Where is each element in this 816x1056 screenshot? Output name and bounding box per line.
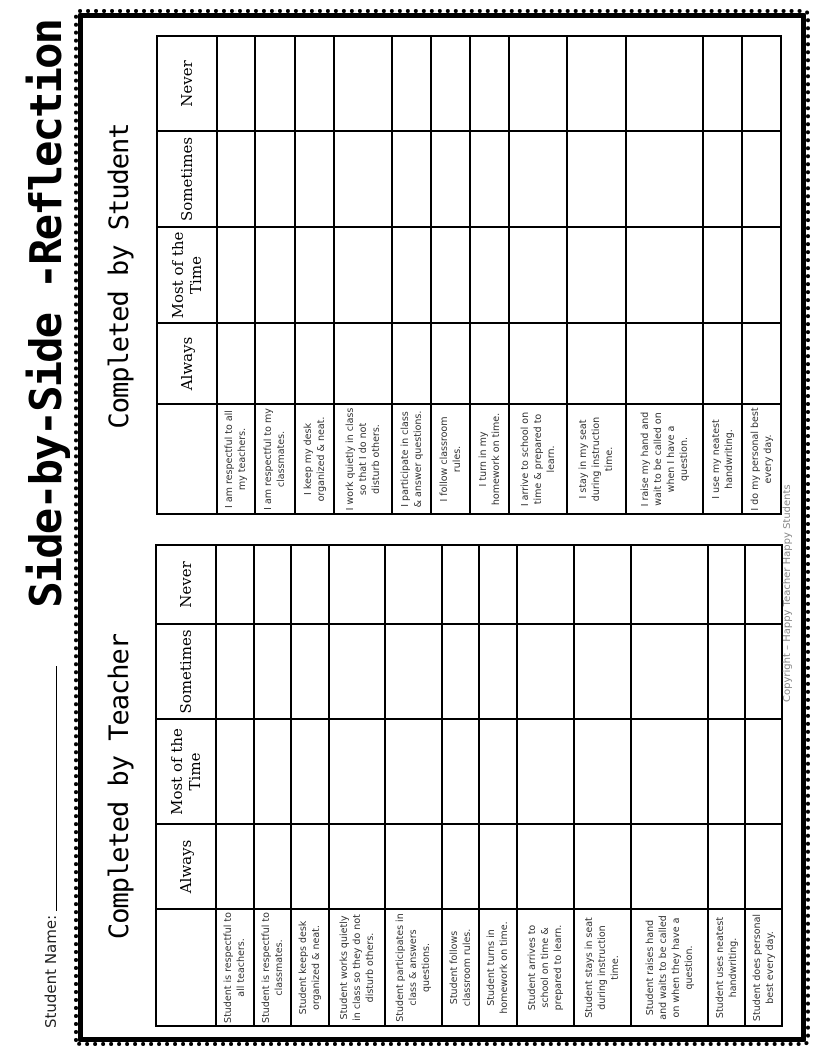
rating-cell[interactable] (626, 36, 703, 131)
behavior-label: Student stays in seat during instruction time. (574, 909, 631, 1026)
student-section-heading: Completed by Student (104, 123, 135, 429)
rating-cell[interactable] (745, 824, 782, 909)
rating-cell[interactable] (217, 36, 255, 131)
rating-cell[interactable] (479, 545, 517, 624)
rating-cell[interactable] (470, 36, 509, 131)
rating-cell[interactable] (385, 624, 442, 719)
table-row (517, 545, 574, 1026)
rating-cell[interactable] (216, 545, 254, 624)
rating-cell[interactable] (442, 719, 479, 824)
rating-cell[interactable] (574, 545, 631, 624)
header-row (157, 36, 217, 514)
rating-cell[interactable] (291, 545, 329, 624)
rating-cell[interactable] (509, 36, 567, 131)
rating-cell[interactable] (470, 323, 509, 404)
rating-cell[interactable] (442, 624, 479, 719)
rating-cell[interactable] (574, 824, 631, 909)
behavior-label: I stay in my seat during instruction time. (567, 404, 626, 514)
rating-cell[interactable] (742, 131, 781, 227)
rating-cell[interactable] (442, 545, 479, 624)
rating-cell[interactable] (385, 545, 442, 624)
table-row (567, 36, 626, 514)
behavior-label: Student does personal best every day. (745, 909, 782, 1026)
behavior-label: I follow classroom rules. (431, 404, 470, 514)
behavior-label: Student follows classroom rules. (442, 909, 479, 1026)
rating-cell[interactable] (385, 824, 442, 909)
rating-cell[interactable] (291, 719, 329, 824)
rating-cell[interactable] (255, 131, 295, 227)
behavior-label: I raise my hand and wait to be called on when I have a question. (626, 404, 703, 514)
rating-cell[interactable] (254, 624, 291, 719)
table-row (703, 36, 742, 514)
rating-cell[interactable] (745, 624, 782, 719)
behavior-label: I work quietly in class so that I do not disturb others. (334, 404, 392, 514)
rating-cell[interactable] (392, 36, 431, 131)
student-name-field[interactable] (20, 666, 60, 1028)
rating-cell[interactable] (431, 227, 470, 323)
table-row (254, 545, 291, 1026)
rating-cell[interactable] (392, 131, 431, 227)
header-blank-cell (157, 404, 217, 514)
rating-cell[interactable] (509, 131, 567, 227)
table-row (216, 545, 254, 1026)
rating-cell[interactable] (295, 36, 334, 131)
table-row (631, 545, 708, 1026)
student-name-blank[interactable] (36, 666, 57, 911)
table-row (334, 36, 392, 514)
header-blank-cell (156, 909, 216, 1026)
rating-cell[interactable] (509, 227, 567, 323)
behavior-label: I use my neatest handwriting. (703, 404, 742, 514)
rating-cell[interactable] (291, 824, 329, 909)
column-header: Always (156, 824, 216, 909)
behavior-label: I do my personal best every day. (742, 404, 781, 514)
rating-cell[interactable] (567, 36, 626, 131)
rating-cell[interactable] (509, 323, 567, 404)
table-row (708, 545, 745, 1026)
rating-cell[interactable] (254, 719, 291, 824)
rating-cell[interactable] (329, 719, 385, 824)
rating-cell[interactable] (334, 323, 392, 404)
rating-cell[interactable] (745, 719, 782, 824)
rating-cell[interactable] (329, 624, 385, 719)
rating-cell[interactable] (567, 131, 626, 227)
rating-cell[interactable] (216, 824, 254, 909)
behavior-label: I keep my desk organized & neat. (295, 404, 334, 514)
rating-cell[interactable] (334, 227, 392, 323)
table-row (217, 36, 255, 514)
rating-cell[interactable] (295, 227, 334, 323)
column-header: Most of the Time (157, 227, 217, 323)
rating-cell[interactable] (626, 227, 703, 323)
column-header: Sometimes (156, 624, 216, 719)
rating-cell[interactable] (631, 624, 708, 719)
rating-cell[interactable] (703, 323, 742, 404)
rating-cell[interactable] (254, 824, 291, 909)
behavior-label: Student is respectful to classmates. (254, 909, 291, 1026)
teacher-rating-table (155, 544, 783, 1027)
rating-cell[interactable] (431, 131, 470, 227)
rating-cell[interactable] (708, 545, 745, 624)
rating-cell[interactable] (567, 227, 626, 323)
behavior-label: Student raises hand and waits to be called on when they have a question. (631, 909, 708, 1026)
table-row (479, 545, 517, 1026)
rating-cell[interactable] (470, 131, 509, 227)
table-row (392, 36, 431, 514)
rating-cell[interactable] (334, 131, 392, 227)
column-header: Sometimes (157, 131, 217, 227)
table-row (626, 36, 703, 514)
rating-cell[interactable] (742, 323, 781, 404)
table-row (255, 36, 295, 514)
table-row (509, 36, 567, 514)
student-rating-table (156, 35, 782, 515)
table-row (442, 545, 479, 1026)
rating-cell[interactable] (517, 824, 574, 909)
rating-cell[interactable] (217, 131, 255, 227)
student-name-label: Student Name: (42, 914, 60, 1028)
rating-cell[interactable] (574, 719, 631, 824)
rating-cell[interactable] (255, 36, 295, 131)
rating-cell[interactable] (517, 545, 574, 624)
rating-cell[interactable] (626, 323, 703, 404)
rating-cell[interactable] (708, 719, 745, 824)
behavior-label: Student participates in class & answers questions. (385, 909, 442, 1026)
rating-cell[interactable] (295, 131, 334, 227)
rating-cell[interactable] (703, 131, 742, 227)
rating-cell[interactable] (745, 545, 782, 624)
page-title: Side-by-Side -Reflection (21, 20, 72, 608)
rating-cell[interactable] (255, 227, 295, 323)
table-row (329, 545, 385, 1026)
table-row (574, 545, 631, 1026)
rating-cell[interactable] (216, 719, 254, 824)
table-row (295, 36, 334, 514)
rating-cell[interactable] (255, 323, 295, 404)
rating-cell[interactable] (703, 36, 742, 131)
rating-cell[interactable] (574, 624, 631, 719)
rating-cell[interactable] (392, 323, 431, 404)
column-header: Never (156, 545, 216, 624)
rating-cell[interactable] (703, 227, 742, 323)
rating-cell[interactable] (479, 719, 517, 824)
table-row (470, 36, 509, 514)
rating-cell[interactable] (385, 719, 442, 824)
table-row (385, 545, 442, 1026)
rating-cell[interactable] (626, 131, 703, 227)
table-row (745, 545, 782, 1026)
behavior-label: Student keeps desk organized & neat. (291, 909, 329, 1026)
rating-cell[interactable] (392, 227, 431, 323)
column-header: Most of the Time (156, 719, 216, 824)
rating-cell[interactable] (742, 227, 781, 323)
rating-cell[interactable] (442, 824, 479, 909)
teacher-section-heading: Completed by Teacher (104, 633, 135, 940)
behavior-label: Student is respectful to all teachers. (216, 909, 254, 1026)
rating-cell[interactable] (254, 545, 291, 624)
table-row (742, 36, 781, 514)
rating-cell[interactable] (631, 719, 708, 824)
rating-cell[interactable] (479, 624, 517, 719)
column-header: Never (157, 36, 217, 131)
rating-cell[interactable] (295, 323, 334, 404)
rating-cell[interactable] (708, 824, 745, 909)
rating-cell[interactable] (217, 227, 255, 323)
rating-cell[interactable] (517, 719, 574, 824)
header-row (156, 545, 216, 1026)
behavior-label: Student works quietly in class so they do not disturb others. (329, 909, 385, 1026)
rating-cell[interactable] (291, 624, 329, 719)
behavior-label: I am respectful to all my teachers. (217, 404, 255, 514)
rating-cell[interactable] (567, 323, 626, 404)
column-header: Always (157, 323, 217, 404)
rating-cell[interactable] (431, 323, 470, 404)
behavior-label: I arrive to school on time & prepared to learn. (509, 404, 567, 514)
behavior-label: I turn in my homework on time. (470, 404, 509, 514)
table-row (431, 36, 470, 514)
rating-cell[interactable] (431, 36, 470, 131)
rating-cell[interactable] (470, 227, 509, 323)
rating-cell[interactable] (631, 824, 708, 909)
rating-cell[interactable] (708, 624, 745, 719)
rating-cell[interactable] (216, 624, 254, 719)
behavior-label: I participate in class & answer questions. (392, 404, 431, 514)
behavior-label: Student uses neatest handwriting. (708, 909, 745, 1026)
copyright-notice: Copyright – Happy Teacher Happy Students (782, 484, 793, 702)
behavior-label: I am respectful to my classmates. (255, 404, 295, 514)
rating-cell[interactable] (742, 36, 781, 131)
rating-cell[interactable] (517, 624, 574, 719)
rating-cell[interactable] (631, 545, 708, 624)
rating-cell[interactable] (329, 824, 385, 909)
rating-cell[interactable] (479, 824, 517, 909)
behavior-label: Student arrives to school on time & prepared to learn. (517, 909, 574, 1026)
behavior-label: Student turns in homework on time. (479, 909, 517, 1026)
rating-cell[interactable] (329, 545, 385, 624)
table-row (291, 545, 329, 1026)
rating-cell[interactable] (334, 36, 392, 131)
rating-cell[interactable] (217, 323, 255, 404)
